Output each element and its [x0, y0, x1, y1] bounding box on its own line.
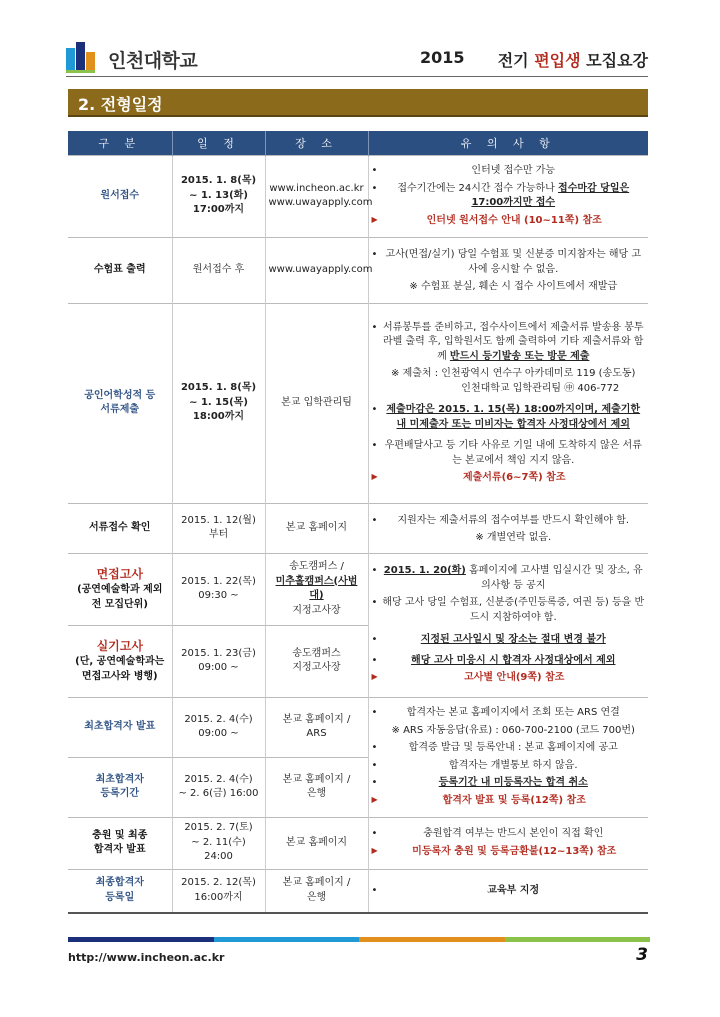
schedule-cell: 2015. 1. 8(목) ~ 1. 13(화) 17:00까지	[172, 155, 265, 237]
place-cell: 송도캠퍼스 지정고사장	[265, 625, 368, 697]
schedule-cell: 2015. 1. 23(금) 09:00 ~	[172, 625, 265, 697]
place-cell: 본교 홈페이지	[265, 817, 368, 869]
schedule-cell: 2015. 2. 7(토) ~ 2. 11(수) 24:00	[172, 817, 265, 869]
table-row	[68, 817, 648, 869]
schedule-cell: 2015. 2. 4(수) ~ 2. 6(금) 16:00	[172, 757, 265, 817]
table-row	[68, 869, 648, 913]
section-title-bar	[68, 89, 648, 117]
notes-cell: • 합격자는 본교 홈페이지에서 조회 또는 ARS 연결 ※ ARS 자동응답(유료) : 060-700-2100 (코드 700번) • 합격증 발급 및 등록안내 : 본교 홈페이지에 공고 • 합격자는 개별통보 하지 않음. • 등록기간 내 미등록자는 합격 취소 ▶ 합격자 발표 및 등록(12쪽) 참조	[368, 697, 648, 817]
col-header-category: 구 분	[68, 131, 172, 155]
footer-bar-segment	[214, 937, 360, 942]
category-cell: 공인어학성적 등 서류제출	[68, 303, 172, 503]
category-cell: 면접고사 (공연예술학과 제외 전 모집단위)	[68, 553, 172, 625]
notes-cell: • 인터넷 접수만 가능 • 접수기간에는 24시간 접수 가능하나 접수마감 당일은 17:00까지만 접수 ▶ 인터넷 원서접수 안내 (10~11쪽) 참조	[368, 155, 648, 237]
logo-text: 인천대학교	[108, 50, 198, 72]
notes-cell: • 교육부 지정	[368, 869, 648, 913]
schedule-cell: 원서접수 후	[172, 237, 265, 303]
notes-cell: • 서류봉투를 준비하고, 접수사이트에서 제출서류 발송용 봉투라벨 출력 후, 입학원서도 함께 출력하여 기타 제출서류와 함께 반드시 등기발송 또는 방문 제출 ※ 제출처 : 인천광역시 연수구 아카데미로 119 (송도동) 인천대학교 입학관리팀 ㊥ 406-772 • 제출마감은 2015. 1. 15(목) 18:00까지이며, 제출기한 내 미제출자 또는 미비자는 합격자 사정대상에서 제외 • 우편배달사고 등 기타 사유로 기일 내에 도착하지 않은 서류는 본교에서 책임 지지 않음. ▶ 제출서류(6~7쪽) 참조	[368, 303, 648, 503]
footer-url-link[interactable]: http://www.incheon.ac.kr	[68, 951, 225, 964]
table-row	[68, 303, 648, 503]
notes-cell: • 2015. 1. 20(화) 홈페이지에 고사별 입실시간 및 장소, 유의사항 등 공지 • 해당 고사 당일 수험표, 신분증(주민등록증, 여권 등) 등을 반드시 지참하여야 함. • 지정된 고사일시 및 장소는 절대 변경 불가 • 해당 고사 미응시 시 합격자 사정대상에서 제외 ▶ 고사별 안내(9쪽) 참조	[368, 553, 648, 697]
header-title: 전기 편입생 모집요강	[497, 51, 648, 70]
header-year: 2015	[420, 48, 465, 67]
category-cell: 최초합격자 등록기간	[68, 757, 172, 817]
place-cell: 본교 홈페이지 / 은행	[265, 869, 368, 913]
place-cell: 본교 홈페이지	[265, 503, 368, 553]
place-cell: 본교 입학관리팀	[265, 303, 368, 503]
schedule-table	[68, 131, 648, 914]
table-row	[68, 553, 648, 625]
footer-color-bar	[68, 937, 650, 942]
schedule-cell: 2015. 2. 4(수) 09:00 ~	[172, 697, 265, 757]
table-row	[68, 155, 648, 237]
notes-cell: • 지원자는 제출서류의 접수여부를 반드시 확인해야 함. ※ 개별연락 없음.	[368, 503, 648, 553]
section-title: 2. 전형일정	[78, 95, 163, 114]
category-cell: 충원 및 최종 합격자 발표	[68, 817, 172, 869]
place-cell: www.incheon.ac.kr www.uwayapply.com	[265, 155, 368, 237]
category-cell: 원서접수	[68, 155, 172, 237]
category-cell: 서류접수 확인	[68, 503, 172, 553]
notes-cell: • 고사(면접/실기) 당일 수험표 및 신분증 미지참자는 해당 고사에 응시할 수 없음. ※ 수험표 분실, 훼손 시 접수 사이트에서 재발급	[368, 237, 648, 303]
header-rule	[66, 76, 648, 77]
place-cell: 본교 홈페이지 / ARS	[265, 697, 368, 757]
schedule-cell: 2015. 1. 12(월) 부터	[172, 503, 265, 553]
place-cell: www.uwayapply.com	[265, 237, 368, 303]
table-header-row	[68, 131, 648, 155]
category-cell: 실기고사 (단, 공연예술학과는 면접고사와 병행)	[68, 625, 172, 697]
notes-cell: • 충원합격 여부는 반드시 본인이 직접 확인 ▶ 미등록자 충원 및 등록금환불(12~13쪽) 참조	[368, 817, 648, 869]
place-cell: 송도캠퍼스 / 미추홀캠퍼스(사범대) 지정고사장	[265, 553, 368, 625]
table-row	[68, 503, 648, 553]
table-row	[68, 697, 648, 757]
place-cell: 본교 홈페이지 / 은행	[265, 757, 368, 817]
table-row	[68, 237, 648, 303]
category-cell: 수험표 출력	[68, 237, 172, 303]
footer-bar-segment	[505, 937, 651, 942]
schedule-cell: 2015. 1. 8(목) ~ 1. 15(목) 18:00까지	[172, 303, 265, 503]
category-cell: 최종합격자 등록일	[68, 869, 172, 913]
schedule-cell: 2015. 2. 12(목) 16:00까지	[172, 869, 265, 913]
footer-bar-segment	[68, 937, 214, 942]
page-header	[66, 38, 648, 78]
col-header-notes: 유 의 사 항	[368, 131, 648, 155]
col-header-place: 장 소	[265, 131, 368, 155]
page-number: 3	[636, 945, 648, 965]
footer-bar-segment	[359, 937, 505, 942]
university-logo-icon	[66, 42, 102, 74]
col-header-schedule: 일 정	[172, 131, 265, 155]
category-cell: 최초합격자 발표	[68, 697, 172, 757]
schedule-cell: 2015. 1. 22(목) 09:30 ~	[172, 553, 265, 625]
